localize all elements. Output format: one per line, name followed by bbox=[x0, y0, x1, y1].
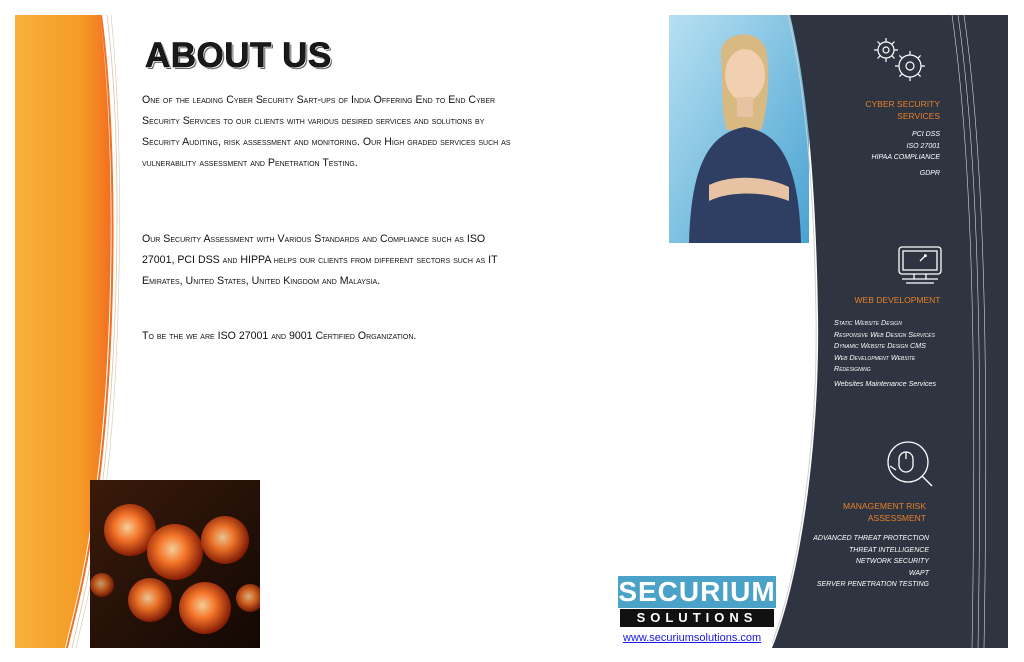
list-item: NETWORK SECURITY bbox=[855, 558, 929, 565]
securium-logo bbox=[618, 576, 776, 628]
cyber-security-services-list bbox=[840, 129, 940, 179]
logo-subtitle: SOLUTIONS bbox=[620, 609, 774, 627]
bokeh-lights-photo bbox=[90, 480, 260, 648]
about-us-title: ABOUT US bbox=[145, 36, 332, 75]
list-item: Static Website Design bbox=[834, 318, 902, 327]
list-item: Dynamic Website Design CMS bbox=[834, 341, 926, 350]
list-item: GDPR bbox=[919, 169, 940, 177]
about-paragraph-3: To be the we are ISO 27001 and 9001 Certified Organization. bbox=[142, 330, 417, 342]
web-development-title: WEB DEVELOPMENT bbox=[854, 295, 941, 305]
list-item: Responsive Web Design Services bbox=[834, 329, 935, 339]
monitor-icon bbox=[896, 245, 944, 287]
website-link[interactable]: www.securiumsolutions.com bbox=[623, 632, 762, 644]
about-paragraph-2: Our Security Assessment with Various Standards and Compliance such as ISO 27001, PCI DSS and HIPPA helps our clients from different sectors such as IT Emirates, United States, United Kingdom and Malaysia. bbox=[142, 233, 498, 287]
gears-icon bbox=[868, 34, 932, 86]
web-development-list bbox=[834, 317, 949, 389]
list-item: SERVER PENETRATION TESTING bbox=[816, 581, 929, 588]
cyber-security-services-title: CYBER SECURITY SERVICES bbox=[865, 99, 940, 121]
list-item: ISO 27001 bbox=[906, 142, 940, 150]
list-item: HIPAA COMPLIANCE bbox=[871, 154, 940, 161]
list-item: Web Development Website Redesigning bbox=[834, 352, 916, 373]
mouse-magnifier-icon bbox=[882, 440, 938, 488]
about-paragraph-1: One of the leading Cyber Security Sart-ups of India Offering End to End Cyber Security Services to our clients with various desired services and solutions by Security Auditing, risk assessment and monitoring. Our High graded services such as vulnerability assessment and Penetration Testing. bbox=[142, 94, 511, 169]
list-item: WAPT bbox=[908, 569, 929, 577]
list-item: PCI DSS bbox=[911, 131, 940, 138]
management-risk-assessment-list bbox=[800, 533, 929, 591]
list-item: THREAT INTELLIGENCE bbox=[849, 546, 929, 554]
logo-wordmark: SECURIUM bbox=[618, 576, 776, 607]
management-risk-assessment-title: MANAGEMENT RISK ASSESSMENT bbox=[843, 501, 926, 523]
list-item: Websites Maintenance Services bbox=[834, 378, 937, 388]
list-item: ADVANCED THREAT PROTECTION bbox=[813, 535, 929, 542]
